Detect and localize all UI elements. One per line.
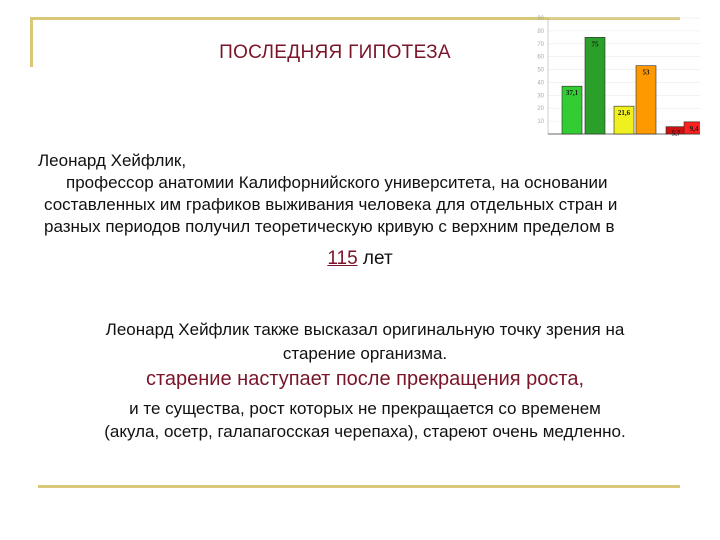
chart-data-label: 5,7: [671, 129, 681, 136]
chart-data-label: 21,6: [617, 109, 631, 118]
chart-tick-label: 70: [537, 41, 544, 48]
lifespan-limit: [0, 248, 720, 270]
bottom-rule: [38, 485, 680, 488]
paragraph3-line1: и те существа, рост которых не прекращается со временем: [129, 399, 601, 418]
paragraph3-line2: (акула, осетр, галапагосская черепаха), стареют очень медленно.: [104, 422, 626, 441]
left-rule: [30, 17, 33, 67]
chart-tick-label: 90: [537, 16, 544, 22]
chart-data-label: 53: [642, 68, 650, 77]
chart-tick-label: 40: [537, 80, 544, 87]
chart-data-label: 75: [591, 40, 599, 49]
aging-view-paragraph: [30, 318, 700, 366]
paragraph2-line1: Леонард Хейфлик также высказал оригинальную точку зрения на: [105, 320, 625, 339]
slow-aging-paragraph: [30, 397, 700, 443]
hayflick-paragraph: [0, 150, 720, 238]
paragraph1-line1: Леонард Хейфлик,: [38, 151, 187, 170]
slide-title: ПОСЛЕДНЯЯ ГИПОТЕЗА: [219, 42, 451, 63]
paragraph1-line4: разных периодов получил теоретическую кривую с верхним пределом в: [44, 217, 615, 236]
paragraph1-line2: профессор анатомии Калифорнийского университета, на основании: [66, 173, 608, 192]
paragraph2-line2: старение организма.: [282, 344, 448, 363]
chart-data-label: 37,1: [565, 89, 579, 98]
lifespan-number: 115: [327, 248, 358, 269]
chart-data-label: 9,4: [689, 124, 699, 133]
survival-bar-chart: [528, 14, 700, 136]
growth-stop-statement: старение наступает после прекращения роста,: [145, 368, 585, 390]
paragraph1-line3: составленных им графиков выживания человека для отдельных стран и: [44, 195, 618, 214]
chart-tick-label: 20: [537, 106, 544, 113]
chart-bar: [585, 37, 605, 134]
chart-tick-label: 50: [537, 67, 544, 74]
lifespan-unit: лет: [362, 248, 393, 269]
chart-tick-label: 80: [537, 28, 544, 35]
chart-tick-label: 10: [537, 119, 544, 126]
chart-tick-label: 30: [537, 93, 544, 100]
chart-tick-label: 60: [537, 54, 544, 61]
